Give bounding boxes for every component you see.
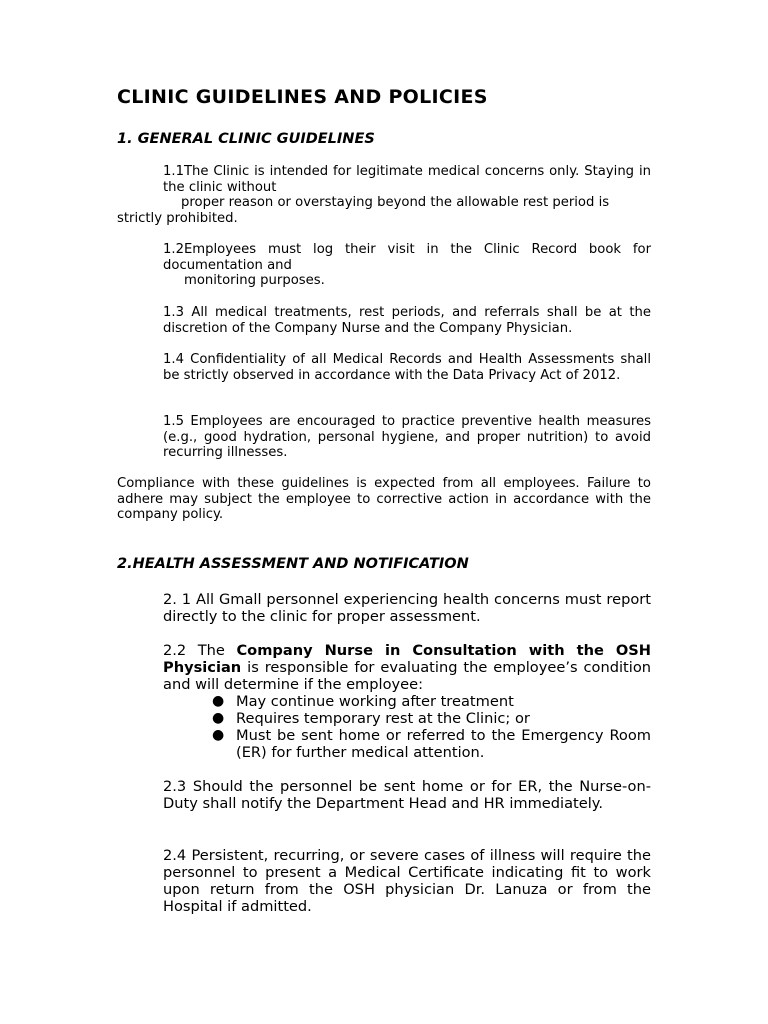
- item-1-2-line1: 1.2Employees must log their visit in the Clinic Record book for documentation and: [163, 242, 651, 273]
- list-item: [163, 693, 651, 710]
- list-item: [163, 727, 651, 761]
- bullet-icon: ●: [212, 710, 225, 726]
- item-1-2: [163, 242, 651, 289]
- section-2-heading: 2.HEALTH ASSESSMENT AND NOTIFICATION: [117, 556, 469, 572]
- item-2-2-suffix: is responsible for evaluating the employee’s condition and will determine if the employee:: [163, 659, 651, 693]
- assessment-options-list: [163, 693, 651, 761]
- item-1-2-line2: monitoring purposes.: [184, 273, 325, 289]
- item-2-1: 2. 1 All Gmall personnel experiencing health concerns must report directly to the clinic for proper assessment.: [163, 591, 651, 625]
- item-1-4: 1.4 Confidentiality of all Medical Records and Health Assessments shall be strictly observed in accordance with the Data Privacy Act of 2012.: [163, 352, 651, 383]
- item-1-1-line3: strictly prohibited.: [117, 210, 238, 226]
- item-2-4: 2.4 Persistent, recurring, or severe cases of illness will require the personnel to present a Medical Certificate indicating fit to work upon return from the OSH physician Dr. Lanuza or from the Hospital if admitted.: [163, 847, 651, 915]
- list-item-text: May continue working after treatment: [236, 693, 514, 710]
- item-2-2: [163, 642, 651, 693]
- item-1-5: 1.5 Employees are encouraged to practice preventive health measures (e.g., good hydration, personal hygiene, and proper nutrition) to avoid recurring illnesses.: [163, 414, 651, 461]
- section-1-heading: 1. GENERAL CLINIC GUIDELINES: [117, 131, 375, 147]
- bullet-icon: ●: [212, 693, 225, 709]
- compliance-paragraph: Compliance with these guidelines is expected from all employees. Failure to adhere may subject the employee to corrective action in accordance with the company policy.: [117, 476, 651, 523]
- item-1-1-line2: proper reason or overstaying beyond the allowable rest period is: [181, 195, 610, 211]
- bullet-icon: ●: [212, 727, 225, 743]
- item-1-1-line1: 1.1The Clinic is intended for legitimate medical concerns only. Staying in the clinic without: [163, 164, 651, 195]
- document-title: CLINIC GUIDELINES AND POLICIES: [117, 86, 488, 108]
- item-2-2-prefix: 2.2 The: [163, 642, 237, 659]
- item-2-3: 2.3 Should the personnel be sent home or for ER, the Nurse-on-Duty shall notify the Department Head and HR immediately.: [163, 778, 651, 812]
- list-item-text: Requires temporary rest at the Clinic; or: [236, 710, 530, 727]
- item-1-3: 1.3 All medical treatments, rest periods, and referrals shall be at the discretion of the Company Nurse and the Company Physician.: [163, 305, 651, 336]
- list-item-text: Must be sent home or referred to the Emergency Room (ER) for further medical attention.: [236, 727, 651, 761]
- item-2-2-bold: Company Nurse in Consultation with the OSH Physician: [163, 642, 651, 676]
- item-1-1: [117, 164, 651, 226]
- list-item: [163, 710, 651, 727]
